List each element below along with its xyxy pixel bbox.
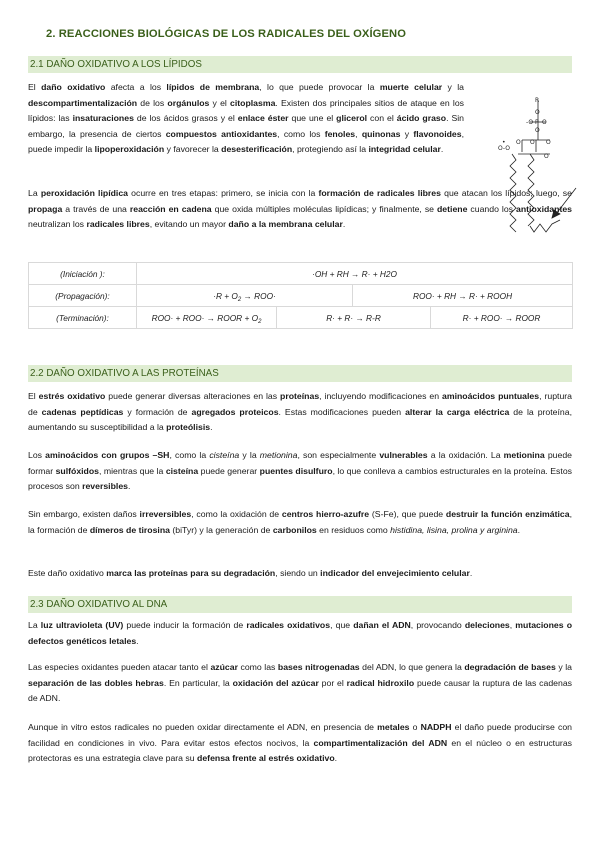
svg-text:O: O [546,139,551,146]
termination-equation-1: ROO· + ROO· → ROOR + $O_2$ [137,307,277,329]
subsection-title-dna: 2.3 DAÑO OXIDATIVO AL DNA [28,596,572,613]
propagation-label: (Propagación): [29,285,137,307]
svg-text:O: O [530,139,535,146]
svg-text:•: • [502,139,506,146]
svg-text:O: O [535,109,540,116]
paragraph-dna-compartmentalization: Aunque in vitro estos radicales no pueden oxidar directamente el ADN, en presencia de metales o NADPH el daño puede producirse con facilidad en condiciones in vivo. Para evitar estos efectos nocivos, la compartimentalización del ADN en el núcleo o en estructuras protectoras es una estrategia clave para su defensa frente al estrés oxidativo. [28,722,572,764]
paragraph-sh-amino-acids: Los aminoácidos con grupos –SH, como la cisteína y la metionina, son especialmente vulnerables a la oxidación. La metionina puede formar sulfóxidos, mientras que la cisteína puede generar puentes disulfuro, lo que conlleva a cambios estructurales en la proteína. Estos procesos son reversibles. [28,450,572,492]
termination-equation-3: R· + ROO· → ROOR [431,307,573,329]
termination-row [29,307,573,329]
svg-text:P: P [535,119,539,126]
initiation-label: (Iniciación ): [29,263,137,285]
svg-text:O: O [535,127,540,134]
section-title: 2. REACCIONES BIOLÓGICAS DE LOS RADICALES DEL OXÍGENO [46,28,407,40]
svg-text:O-O: O-O [498,145,510,152]
svg-text:O: O [544,153,549,160]
subsection-title-proteins: 2.2 DAÑO OXIDATIVO A LAS PROTEÍNAS [28,365,572,382]
termination-label: (Terminación): [29,307,137,329]
paragraph-uv-light: La luz ultravioleta (UV) puede inducir la formación de radicales oxidativos, que dañan el ADN, provocando deleciones, mutaciones o defectos genéticos letales. [28,620,572,646]
paragraph-oxidant-species: Las especies oxidantes pueden atacar tanto el azúcar como las bases nitrogenadas del ADN, lo que genera la degradación de bases y la separación de las dobles hebras. En particular, la oxidación del azúcar por el radical hidroxilo puede causar la ruptura de las cadenas de ADN. [28,662,572,704]
svg-text:R: R [535,97,540,104]
initiation-row [29,263,573,285]
paragraph-irreversible-damage: Sin embargo, existen daños irreversibles, como la oxidación de centros hierro-azufre (S-Fe), que puede destruir la función enzimática, la formación de dímeros de tirosina (biTyr) y la generación de carbonilos en residuos como histidina, lisina, prolina y arginina. [28,509,572,535]
reactions-table [28,262,573,329]
propagation-row [29,285,573,307]
svg-text:O: O [542,119,547,126]
svg-text:-O: -O [526,119,534,126]
paragraph-lipid-peroxidation: La peroxidación lipídica ocurre en tres etapas: primero, se inicia con la formación de radicales libres que atacan los lípidos; luego, se propaga a través de una reacción en cadena que oxida múltiples moléculas lipídicas; y finalmente, se detiene cuando los antioxidantes neutralizan los radicales libres, evitando un mayor daño a la membrana celular. [28,188,572,230]
propagation-equation-1: $\cdot R + O_2 \to ROO\cdot$ [137,285,353,307]
paragraph-degradation-marker: Este daño oxidativo marca las proteínas para su degradación, siendo un indicador del envejecimiento celular. [28,568,473,578]
propagation-equation-2: ROO· + RH → R· + ROOH [353,285,573,307]
svg-text:O: O [516,139,521,146]
subsection-title-lipids: 2.1 DAÑO OXIDATIVO A LOS LÍPIDOS [28,56,572,73]
termination-equation-2: R· + R· → R-R [277,307,431,329]
initiation-equation: ·OH + RH → R· + H2O [137,263,573,285]
paragraph-oxidative-stress-proteins: El estrés oxidativo puede generar diversas alteraciones en las proteínas, incluyendo modificaciones en aminoácidos puntuales, ruptura de cadenas peptídicas y formación de agregados proteicos. Estas modificaciones pueden alterar la carga eléctrica de la proteína, aumentando su susceptibilidad a la proteólisis. [28,391,572,433]
paragraph-lipids-intro: El daño oxidativo afecta a los lípidos de membrana, lo que puede provocar la muerte celular y la descompartimentalización de los orgánulos y el citoplasma. Existen dos principales sitios de ataque en los lípidos: las insaturaciones de los ácidos grasos y el enlace éster que une el glicerol con el ácido graso. Sin embargo, la presencia de ciertos compuestos antioxidantes, como los fenoles, quinonas y flavonoides, puede impedir la lipoperoxidación y favorecer la desesterificación, protegiendo así la integridad celular. [28,82,465,155]
